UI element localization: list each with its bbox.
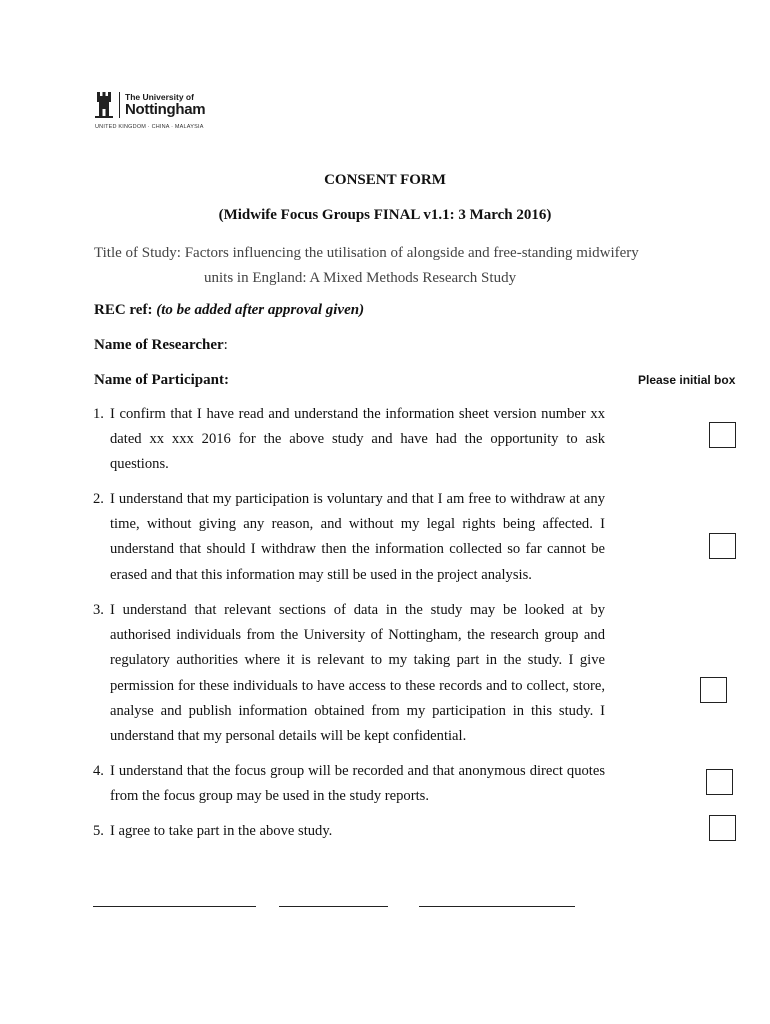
consent-item-number: 4. [93, 763, 104, 779]
initial-box-label: Please initial box [638, 373, 736, 387]
consent-item-number: 2. [93, 491, 104, 507]
logo-divider [119, 92, 120, 118]
consent-item-1 [93, 402, 605, 478]
participant-label: Name of Participant: [94, 372, 229, 388]
researcher-label: Name of Researcher [94, 337, 224, 353]
consent-item-text: I agree to take part in the above study. [110, 823, 333, 839]
form-subtitle: (Midwife Focus Groups FINAL v1.1: 3 March 2016) [218, 207, 552, 223]
consent-item-5 [93, 819, 605, 844]
logo-line2: Nottingham [125, 101, 206, 118]
castle-crest-icon [95, 92, 113, 118]
consent-item-number: 1. [93, 406, 104, 422]
study-title-line1: Title of Study: Factors influencing the utilisation of alongside and free-standing midwifery [94, 245, 639, 261]
consent-item-number: 3. [93, 602, 104, 618]
consent-item-2 [93, 487, 605, 588]
consent-item-3 [93, 598, 605, 749]
initial-box-4[interactable] [706, 769, 733, 795]
consent-item-4 [93, 759, 605, 809]
researcher-field [94, 337, 228, 354]
researcher-colon: : [223, 337, 228, 353]
initial-box-2[interactable] [709, 533, 736, 559]
participant-field [94, 372, 229, 389]
initial-box-1[interactable] [709, 422, 736, 448]
study-title [94, 241, 694, 291]
consent-item-text: I confirm that I have read and understand the information sheet version number xx dated xx xxx 2016 for the above study and have had the opportunity to ask questions. [110, 406, 605, 473]
date-signature-line[interactable] [279, 906, 388, 907]
consent-item-text: I understand that my participation is voluntary and that I am free to withdraw at any time, without giving any reason, and without my legal rights being affected. I understand that should I withdraw then the information collected so far cannot be erased and that this information may still be used in the project analysis. [110, 491, 605, 583]
initial-box-3[interactable] [700, 677, 727, 703]
university-logo [95, 90, 215, 135]
consent-item-text: I understand that relevant sections of data in the study may be looked at by authorised individuals from the University of Nottingham, the research group and regulatory authorities where it is relevant to my taking part in the study. I give permission for these individuals to have access to these records and to collect, store, analyse and publish information obtained from my participation in this study. I understand that my personal details will be kept confidential. [110, 602, 605, 745]
study-title-line2: units in England: A Mixed Methods Research Study [204, 270, 517, 286]
consent-item-text: I understand that the focus group will be recorded and that anonymous direct quotes from the focus group may be used in the study reports. [110, 763, 605, 805]
logo-line1: The University of [125, 92, 194, 102]
form-title: CONSENT FORM [324, 172, 446, 188]
rec-ref-note: (to be added after approval given) [156, 302, 365, 318]
initial-box-5[interactable] [709, 815, 736, 841]
rec-ref-label: REC ref: [94, 302, 153, 318]
signature-line[interactable] [419, 906, 575, 907]
consent-item-number: 5. [93, 823, 104, 839]
logo-tagline: UNITED KINGDOM · CHINA · MALAYSIA [95, 124, 204, 130]
rec-ref [94, 302, 364, 319]
participant-signature-line[interactable] [93, 906, 256, 907]
